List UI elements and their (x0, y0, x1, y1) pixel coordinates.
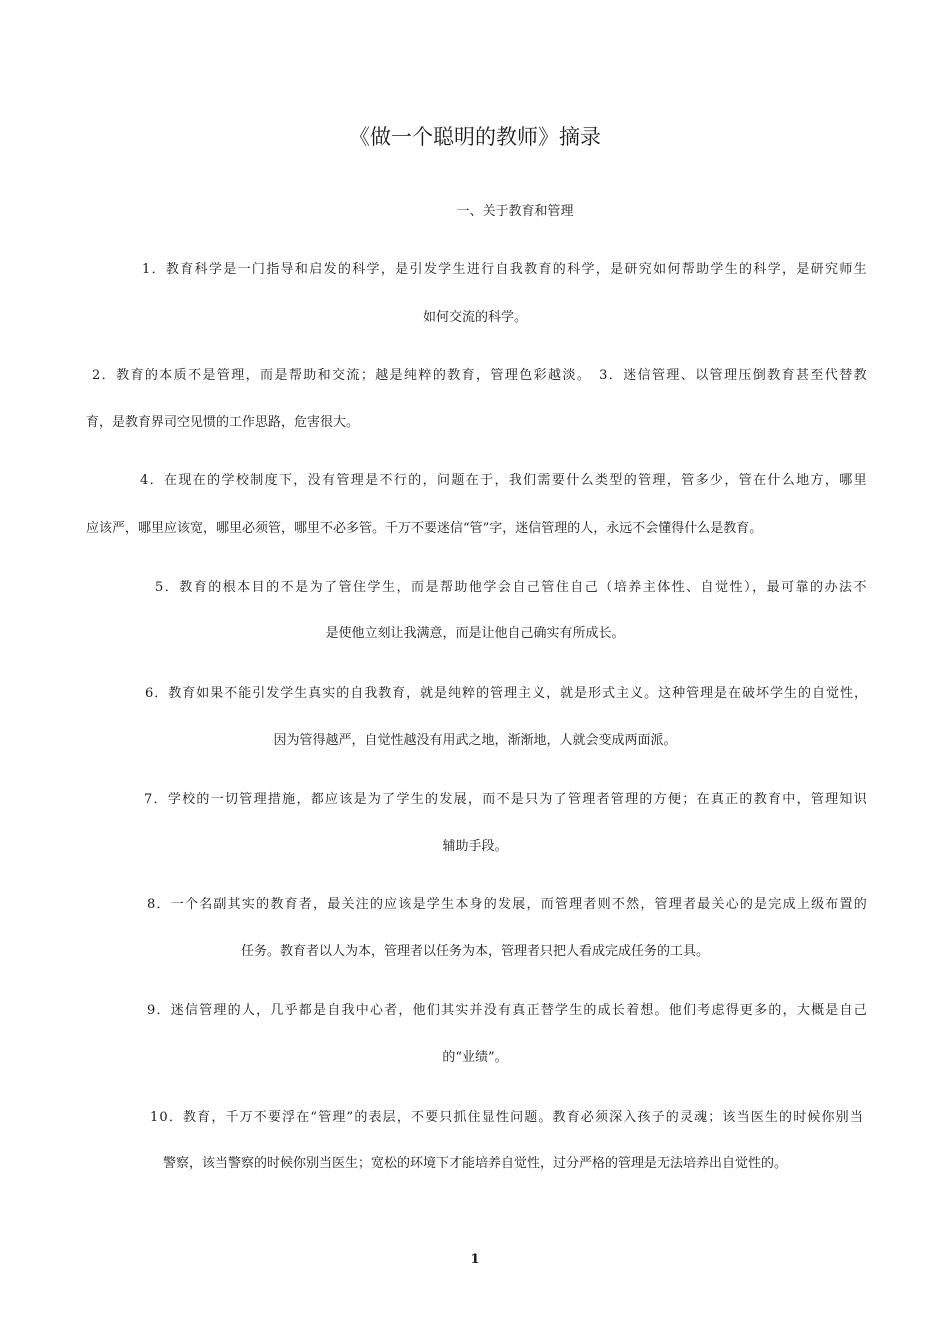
paragraph-line: 6．教育如果不能引发学生真实的自我教育，就是纯粹的管理主义，就是形式主义。这种管理是在破坏学生的自觉性， (145, 686, 869, 701)
document-title: 《做一个聪明的教师》摘录 (349, 125, 601, 149)
paragraph-line: 4．在现在的学校制度下，没有管理是不行的，问题在于，我们需要什么类型的管理，管多少，管在什么地方，哪里 (140, 473, 868, 488)
paragraph-line: 是使他立刻让我满意，而是让他自己确实有所成长。 (325, 626, 625, 641)
paragraph-line: 2．教育的本质不是管理，而是帮助和交流；越是纯粹的教育，管理色彩越淡。 3．迷信管理、以管理压倒教育甚至代替教 (92, 368, 868, 383)
paragraph-line: 8．一个名副其实的教育者，最关注的应该是学生本身的发展，而管理者则不然，管理者最关心的是完成上级布置的 (147, 897, 869, 912)
paragraph-line: 辅助手段。 (442, 839, 508, 854)
paragraph-line: 因为管得越严，自觉性越没有用武之地，渐渐地，人就会变成两面派。 (273, 733, 677, 748)
paragraph-line: 警察，该当警察的时候你别当医生；宽松的环境下才能培养自觉性，过分严格的管理是无法培养出自觉性的。 (162, 1156, 787, 1171)
paragraph-line: 7．学校的一切管理措施，都应该是为了学生的发展，而不是只为了管理者管理的方便；在真正的教育中，管理知识 (144, 792, 869, 807)
paragraph-line: 9．迷信管理的人，几乎都是自我中心者，他们其实并没有真正替学生的成长着想。他们考虑得更多的，大概是自己 (147, 1003, 869, 1018)
paragraph-line: 的“业绩”。 (442, 1050, 508, 1065)
paragraph-line: 10．教育，千万不要浮在“管理”的表层，不要只抓住显性问题。教育必须深入孩子的灵魂；该当医生的时候你别当 (150, 1110, 864, 1125)
paragraph-line: 1．教育科学是一门指导和启发的科学，是引发学生进行自我教育的科学，是研究如何帮助学生的科学，是研究师生 (142, 262, 868, 277)
page-number: 1 (470, 1252, 480, 1267)
paragraph-line: 5．教育的根本目的不是为了管住学生，而是帮助他学会自己管住自己（培养主体性、自觉性），最可靠的办法不 (155, 580, 868, 595)
section-heading: 一、关于教育和管理 (456, 204, 574, 219)
paragraph-line: 育，是教育界司空见惯的工作思路，危害很大。 (86, 415, 360, 430)
paragraph-line: 如何交流的科学。 (422, 310, 527, 325)
paragraph-line: 任务。教育者以人为本，管理者以任务为本，管理者只把人看成完成任务的工具。 (240, 944, 709, 959)
paragraph-line: 应该严，哪里应该宽，哪里必须管，哪里不必多管。千万不要迷信“管”字，迷信管理的人，永远不会懂得什么是教育。 (86, 521, 763, 536)
